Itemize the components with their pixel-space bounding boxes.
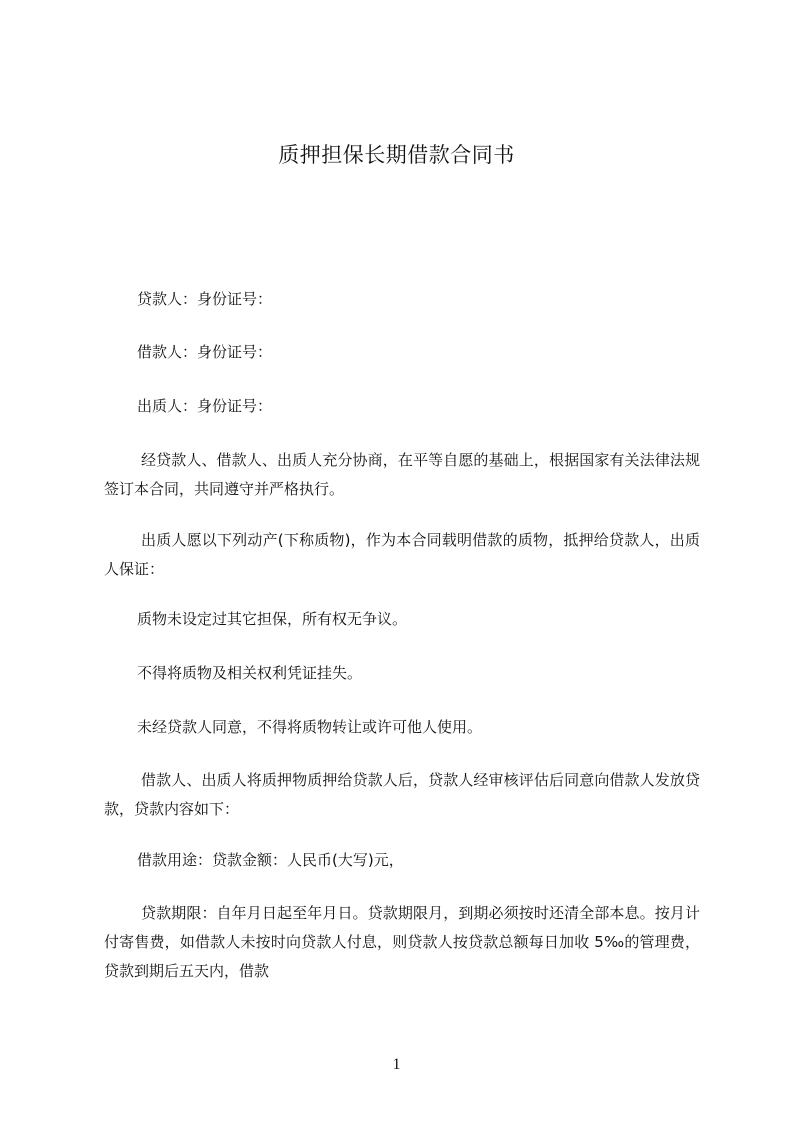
paragraph-borrower: 借款人：身份证号：	[137, 343, 273, 361]
paragraph-loan-approval: 借款人、出质人将质押物质押给贷款人后，贷款人经审核评估后同意向借款人发放贷款，贷款内容如下：	[104, 771, 700, 818]
page-number: 1	[392, 1056, 401, 1073]
paragraph-pledgor: 出质人：身份证号：	[137, 397, 273, 415]
paragraph-loan-purpose-amount: 借款用途：贷款金额：人民币(大写)元，	[137, 851, 404, 869]
paragraph-pledge-declaration: 出质人愿以下列动产(下称质物)，作为本合同载明借款的质物，抵押给贷款人，出质人保证：	[104, 531, 700, 578]
paragraph-lender: 贷款人：身份证号：	[137, 290, 273, 308]
paragraph-guarantee-no-transfer: 未经贷款人同意，不得将质物转让或许可他人使用。	[137, 718, 483, 736]
paragraph-guarantee-no-other-security: 质物未设定过其它担保，所有权无争议。	[137, 610, 408, 628]
document-title: 质押担保长期借款合同书	[278, 143, 515, 167]
paragraph-agreement-basis: 经贷款人、借款人、出质人充分协商，在平等自愿的基础上，根据国家有关法律法规签订本合同，共同遵守并严格执行。	[104, 451, 700, 498]
paragraph-loan-term: 贷款期限：自年月日起至年月日。贷款期限月，到期必须按时还清全部本息。按月计付寄售费，如借款人未按时向贷款人付息，则贷款人按贷款总额每日加收 5‰的管理费，贷款到期后五天内，借款	[104, 904, 700, 980]
paragraph-guarantee-no-loss-report: 不得将质物及相关权利凭证挂失。	[137, 664, 363, 682]
